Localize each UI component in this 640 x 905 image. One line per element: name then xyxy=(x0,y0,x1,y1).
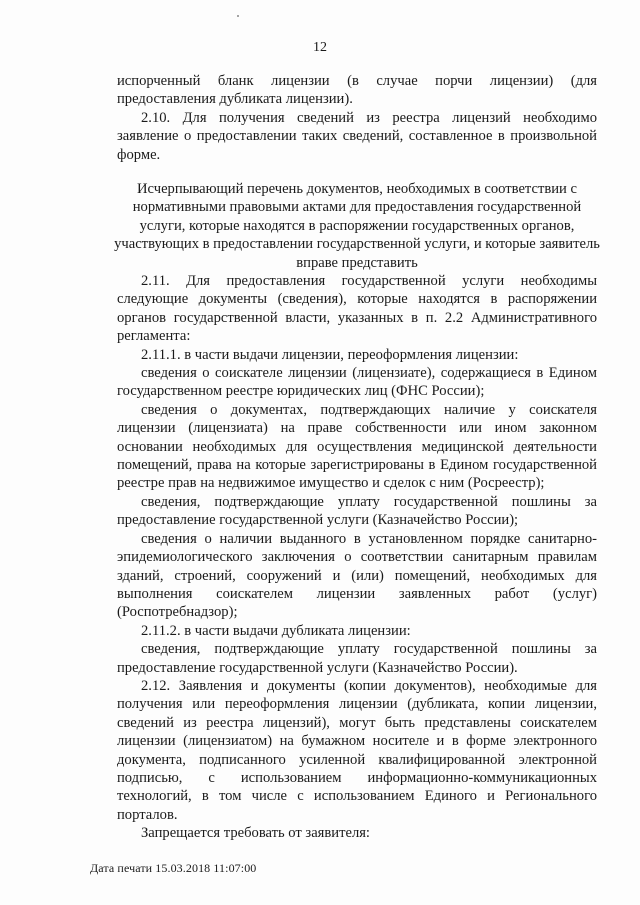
paragraph: 2.12. Заявления и документы (копии документов), необходимые для получения или переоформления лицензии (дубликата, копии лицензии, сведений из реестра лицензий), могут быть представлены соискателем лицензии (лицензиатом) на бумажном носителе и в форме электронного документа, подписанного усиленной квалифицированной электронной подписью, с использованием информационно-коммуникационных технологий, в том числе с использованием Единого и Регионального порталов. xyxy=(117,677,597,823)
paragraph: сведения о соискателе лицензии (лицензиате), содержащиеся в Едином государственном реестре юридических лиц (ФНС России); xyxy=(117,365,597,400)
text-block-top xyxy=(117,72,597,164)
paragraph: сведения, подтверждающие уплату государственной пошлины за предоставление государственной услуги (Казначейство России). xyxy=(117,641,597,676)
paragraph: испорченный бланк лицензии (в случае порчи лицензии) (для предоставления дубликата лицензии). xyxy=(117,73,597,108)
paragraph: сведения о документах, подтверждающих наличие у соискателя лицензии (лицензиата) на праве собственности или ином законном основании необходимых для осуществления медицинской деятельности помещений, права на которые зарегистрированы в Едином государственной реестре прав на недвижимое имущество и сделок с ним (Росреестр); xyxy=(117,401,597,492)
paragraph: 2.10. Для получения сведений из реестра лицензий необходимо заявление о предоставлении таких сведений, составленное в произвольной форме. xyxy=(117,109,597,163)
print-date-footer: Дата печати 15.03.2018 11:07:00 xyxy=(90,861,257,875)
page-number: 12 xyxy=(313,40,327,55)
scan-speck xyxy=(237,15,239,17)
section-heading: Исчерпывающий перечень документов, необходимых в соответствии с нормативными правовыми актами для предоставления государственной услуги, которые находятся в распоряжении государственных органов, участвующих в предоставлении государственной услуги, и которые заявитель вправе представить xyxy=(114,181,600,271)
paragraph: 2.11. Для предоставления государственной услуги необходимы следующие документы (сведения), которые находятся в распоряжении органов государственной власти, указанных в п. 2.2 Административного регламента: xyxy=(117,273,597,345)
paragraph: 2.11.1. в части выдачи лицензии, переоформления лицензии: xyxy=(141,346,519,363)
paragraph: 2.11.2. в части выдачи дубликата лицензии: xyxy=(141,622,411,639)
text-block-main xyxy=(117,272,597,843)
paragraph: сведения о наличии выданного в установленном порядке санитарно-эпидемиологического заключения о соответствии санитарным правилам зданий, строений, сооружений и (или) помещений, необходимых для выполнения соискателем лицензии заявленных работ (услуг) (Роспотребнадзор); xyxy=(117,530,597,621)
paragraph: сведения, подтверждающие уплату государственной пошлины за предоставление государственной услуги (Казначейство России); xyxy=(117,493,597,529)
paragraph: Запрещается требовать от заявителя: xyxy=(141,825,370,842)
